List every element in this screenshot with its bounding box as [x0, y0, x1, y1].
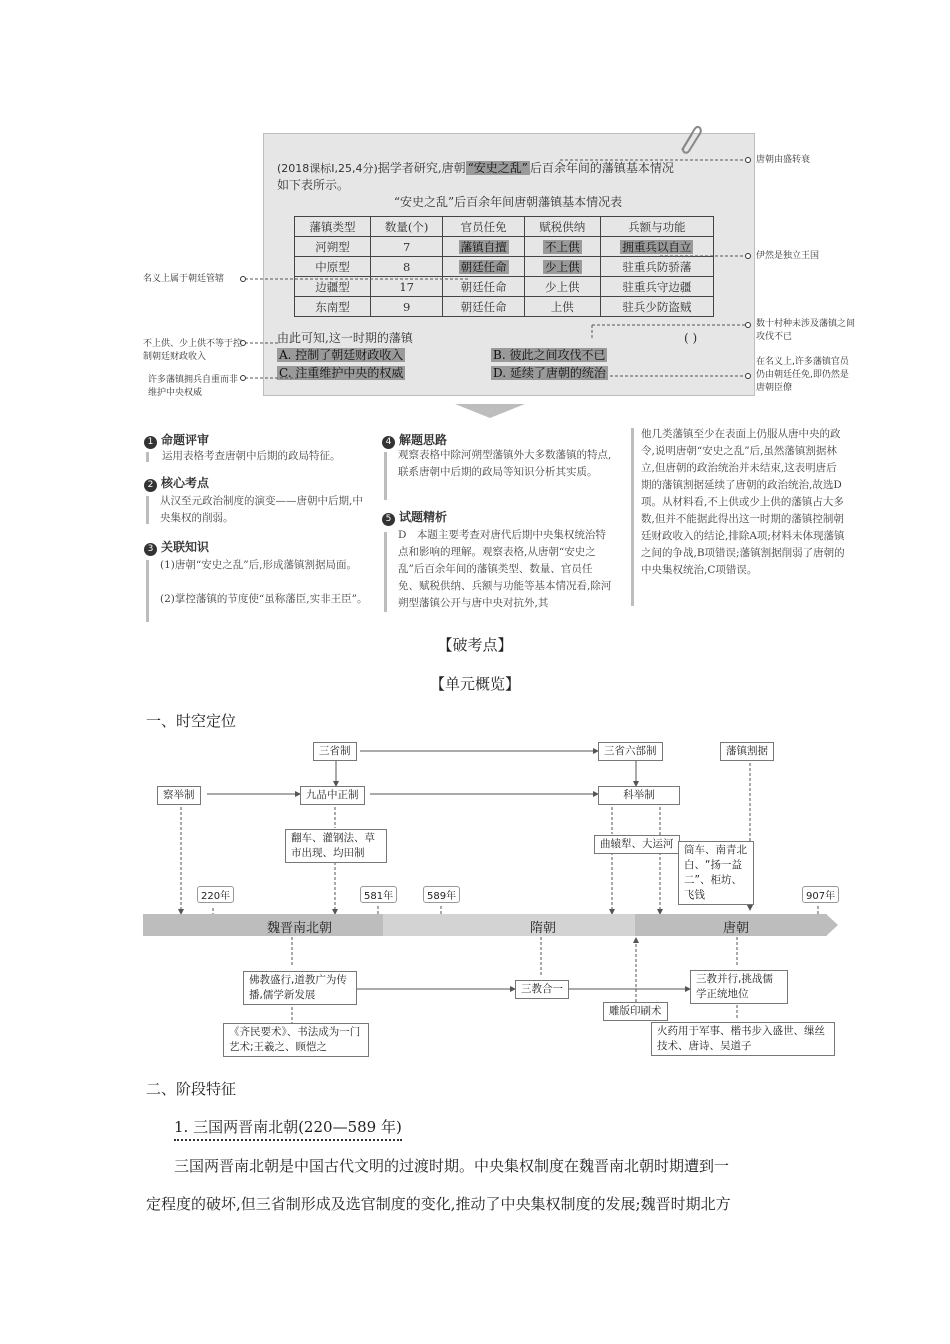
section-2-body: 从汉至元政治制度的演变——唐朝中后期,中央集权的削弱。 [160, 495, 363, 524]
table-header-row: 藩镇类型 数量(个) 官员任免 赋税供纳 兵额与功能 [295, 217, 714, 237]
year-581: 581年 [360, 886, 397, 903]
heading-danyuan: 【单元概览】 [429, 675, 520, 693]
table-row: 中原型 8 朝廷任命 少上供 驻重兵防骄藩 [295, 257, 714, 277]
section-3-body-1: (1)唐朝“安史之乱”后,形成藩镇割据局面。 [160, 559, 357, 571]
note-right-1: 唐朝由盛转衰 [756, 155, 811, 165]
stage-paragraph-line-1: 三国两晋南北朝是中国古代文明的过渡时期。中央集权制度在魏晋南北朝时期遭到一 [174, 1157, 730, 1175]
note-left-3: 许多藩镇拥兵自重而非维护中央权威 [148, 375, 239, 398]
note-left-1: 名义上属于朝廷管辖 [143, 274, 225, 284]
era-tang: 唐朝 [723, 921, 750, 936]
highlight-anshi: “安史之乱” [467, 161, 528, 175]
era-sui: 隋朝 [530, 921, 557, 936]
box-fanche: 翻车、灌钢法、草市出现、均田制 [285, 829, 387, 863]
section-4-body: 观察表格中除河朔型藩镇外大多数藩镇的特点,联系唐朝中后期的政局等知识分析其实质。 [398, 449, 612, 478]
section-5-title: 5 试题精析 [382, 506, 447, 526]
note-right-2: 伊然是独立王国 [756, 251, 820, 261]
timeline-band-sui [383, 914, 635, 936]
heading-jieduan: 二、阶段特征 [146, 1080, 237, 1098]
heading-pokaodian: 【破考点】 [437, 636, 513, 654]
stage-paragraph-line-2: 定程度的破坏,但三省制形成及选官制度的变化,推动了中央集权制度的发展;魏晋时期北方 [146, 1195, 731, 1213]
option-a: A. 控制了朝廷财政收入 [279, 348, 404, 362]
box-sanjiao-bingxing: 三教并行,挑战儒学正统地位 [690, 970, 788, 1004]
note-left-2: 不上供、少上供不等于控制朝廷财政收入 [143, 339, 243, 362]
option-c: C. 注重维护中央的权威 [279, 366, 404, 380]
table-title: “安史之乱”后百余年间唐朝藩镇基本情况表 [393, 195, 623, 209]
box-qimin: 《齐民要术》、书法成为一门艺术;王羲之、顾恺之 [223, 1023, 369, 1057]
box-sansheng-liubu: 三省六部制 [598, 742, 663, 761]
box-diaoban: 雕版印刷术 [603, 1002, 668, 1021]
heading-shikong: 一、时空定位 [146, 712, 237, 730]
section-5-body: D 本题主要考查对唐代后期中央集权统治特点和影响的理解。观察表格,从唐朝“安史之乱”后百余年间的藩镇类型、数量、官员任免、赋税供纳、兵额与功能等基本情况看,除河朔型藩镇公开与唐中央对抗外,其 [398, 529, 612, 609]
section-3-title: 3 关联知识 [144, 536, 209, 556]
section-1-body: 运用表格考查唐朝中后期的政局特征。 [162, 450, 341, 462]
table-row: 边疆型 17 朝廷任命 少上供 驻重兵守边疆 [295, 277, 714, 297]
option-d: D. 延续了唐朝的统治 [493, 366, 606, 380]
box-fanzhen: 藩镇割据 [720, 742, 774, 761]
section-4-title: 4 解题思路 [382, 429, 447, 449]
timeline-band-weijin [143, 914, 383, 936]
section-5-body-continued: 他几类藩镇至少在表面上仍服从唐中央的政令,说明唐朝“安史之乱”后,虽然藩镇割据林立,但唐朝的政治统治并未结束,这表明唐后期的藩镇割据延续了唐朝的政治统治,故选D项。从材料看,不上供或少上供的藩镇占大多数,但并不能据此得出这一时期的藩镇控制朝廷财政收入的结论,排除A项;材料未体现藩镇之间的争战,B项错误;藩镇割据削弱了唐朝的中央集权统治,C项错误。 [641, 428, 845, 576]
year-907: 907年 [802, 886, 839, 903]
stage-item-1: 1. 三国两晋南北朝(220—589 年) [174, 1116, 402, 1141]
option-b: B. 彼此之间攻伐不已 [493, 348, 606, 362]
box-huoyao: 火药用于军事、楷书步入盛世、缫丝技术、唐诗、吴道子 [651, 1022, 835, 1056]
question-ask: 由此可知,这一时期的藩镇 [277, 331, 413, 345]
box-sanjiao-heyi: 三教合一 [515, 980, 569, 999]
section-3-body-2: (2)掌控藩镇的节度使“虽称藩臣,实非王臣”。 [160, 593, 368, 605]
year-220: 220年 [197, 886, 234, 903]
box-jiupin: 九品中正制 [300, 786, 365, 805]
era-weijin: 魏晋南北朝 [267, 921, 333, 936]
box-fojiao: 佛教盛行,道教广为传播,儒学新发展 [243, 971, 357, 1005]
timeline-arrowhead [826, 914, 838, 936]
section-1-title: 1 命题评审 [144, 429, 209, 449]
box-keju: 科举制 [598, 786, 680, 805]
table-row: 东南型 9 朝廷任命 上供 驻兵少防盗贼 [295, 297, 714, 317]
question-stem: (2018课标Ⅰ,25,4分)据学者研究,唐朝 “安史之乱” 后百余年间的藩镇基本情况 如下表所示。 [277, 161, 674, 192]
box-quyuanli: 曲辕犁、大运河 [594, 835, 680, 854]
table-row: 河朔型 7 藩镇自擅 不上供 拥重兵以自立 [295, 237, 714, 257]
box-chaju: 察举制 [157, 786, 201, 805]
box-sansheng: 三省制 [313, 742, 357, 761]
answer-paren: ( ) [684, 331, 698, 345]
note-right-3: 数十村种未涉及藩镇之间攻伐不已 [756, 319, 856, 342]
year-589: 589年 [423, 886, 460, 903]
box-tongche: 筒车、南青北白、“扬一益二”、柜坊、飞钱 [678, 841, 754, 905]
note-right-4: 在名义上,许多藩镇官员仍由朝廷任免,即仍然是唐朝臣僚 [756, 357, 849, 393]
question-source: (2018课标Ⅰ,25,4分) [277, 162, 378, 175]
section-2-title: 2 核心考点 [144, 472, 209, 492]
